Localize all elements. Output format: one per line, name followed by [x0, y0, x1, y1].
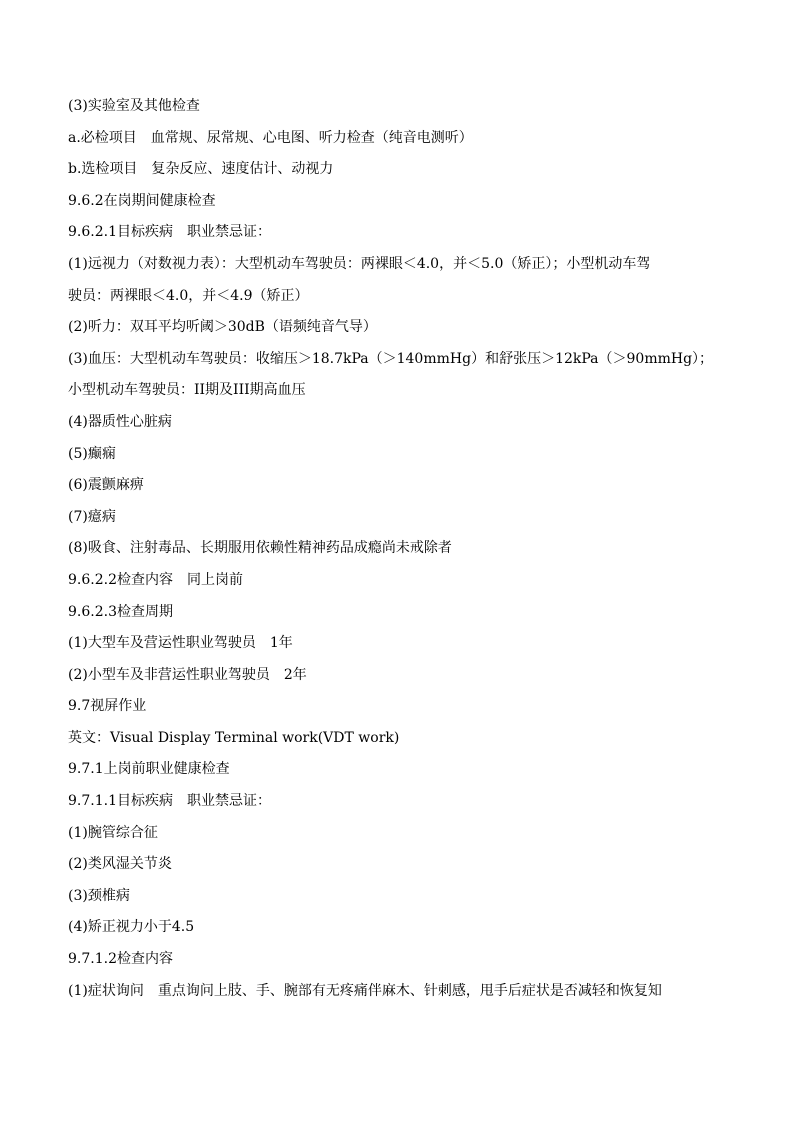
text-line: (1)腕管综合征	[68, 824, 158, 841]
text-line: (3)颈椎病	[68, 887, 130, 904]
text-line: (1)症状询问 重点询问上肢、手、腕部有无疼痛伴麻木、针刺感，甩手后症状是否减轻和恢复知	[68, 982, 662, 999]
section-heading: 9.7.1上岗前职业健康检查	[68, 761, 230, 778]
subsection-heading: 9.7.1.2检查内容	[68, 951, 173, 968]
text-line: (7)癔病	[68, 508, 116, 525]
section-heading: 9.7视屏作业	[68, 698, 147, 715]
text-line: 驶员：两裸眼＜4.0，并＜4.9（矫正）	[68, 287, 309, 304]
section-heading: 9.6.2在岗期间健康检查	[68, 192, 216, 209]
text-line: (3)实验室及其他检查	[68, 98, 200, 114]
text-line: 小型机动车驾驶员：II期及III期高血压	[68, 382, 306, 399]
text-line: (3)血压：大型机动车驾驶员：收缩压＞18.7kPa（＞140mmHg）和舒张压＞12kPa（＞90mmHg）；	[68, 350, 714, 367]
text-line: (5)癫痫	[68, 445, 116, 462]
subsection-heading: 9.6.2.3检查周期	[68, 603, 173, 620]
text-line: 英文：Visual Display Terminal work(VDT work)	[68, 729, 400, 746]
document-body	[68, 91, 748, 1007]
subsection-heading: 9.6.2.1目标疾病 职业禁忌证：	[68, 224, 271, 241]
text-line: (8)吸食、注射毒品、长期服用依赖性精神药品成瘾尚未戒除者	[68, 540, 452, 557]
subsection-heading: 9.6.2.2检查内容 同上岗前	[68, 571, 243, 588]
text-line: (1)大型车及营运性职业驾驶员 1年	[68, 635, 293, 652]
text-line: (2)类风湿关节炎	[68, 856, 172, 873]
text-line: (2)小型车及非营运性职业驾驶员 2年	[68, 666, 307, 683]
text-line: a.必检项目 血常规、尿常规、心电图、听力检查（纯音电测听）	[68, 129, 473, 146]
text-line: (4)矫正视力小于4.5	[68, 919, 195, 936]
text-line: (1)远视力（对数视力表）：大型机动车驾驶员：两裸眼＜4.0，并＜5.0（矫正）；小型机动车驾	[68, 255, 651, 272]
text-line: (4)器质性心脏病	[68, 413, 172, 430]
text-line: b.选检项目 复杂反应、速度估计、动视力	[68, 161, 334, 178]
text-line: (2)听力：双耳平均听阈＞30dB（语频纯音气导）	[68, 319, 377, 336]
subsection-heading: 9.7.1.1目标疾病 职业禁忌证：	[68, 793, 271, 810]
text-line: (6)震颤麻痹	[68, 477, 144, 494]
